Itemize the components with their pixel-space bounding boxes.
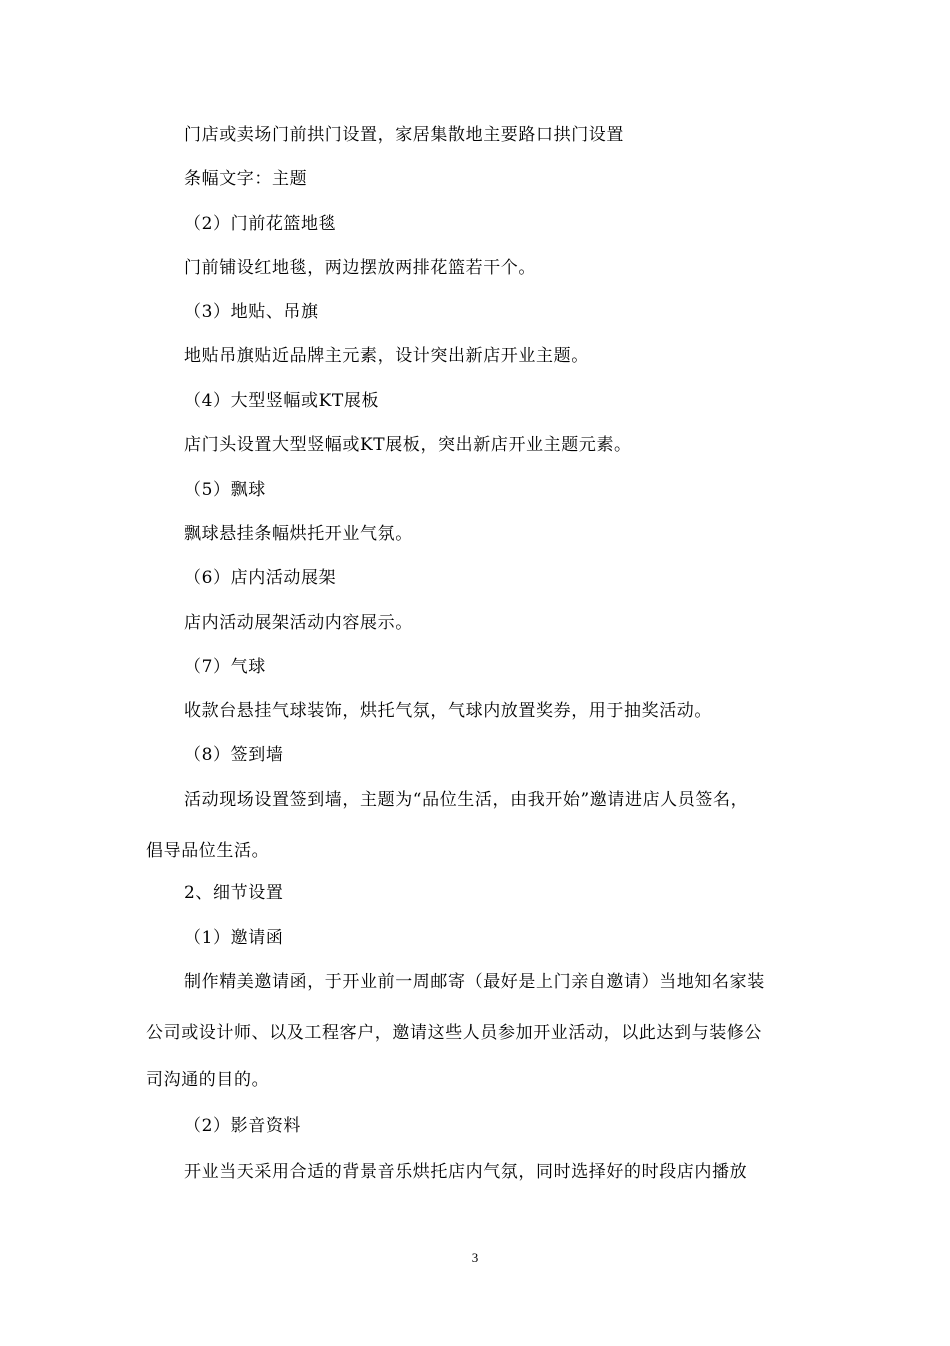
text-line: 倡导品位生活。 — [146, 841, 270, 861]
text-line: （5）飘球 — [184, 480, 266, 500]
text-line: 制作精美邀请函，于开业前一周邮寄（最好是上门亲自邀请）当地知名家装 — [184, 972, 765, 992]
page-number: 3 — [471, 1250, 479, 1265]
text-line: 公司或设计师、以及工程客户，邀请这些人员参加开业活动，以此达到与装修公 — [146, 1023, 762, 1043]
text-line: （2）影音资料 — [184, 1116, 302, 1136]
text-line: （8）签到墙 — [184, 745, 284, 765]
text-line: 飘球悬挂条幅烘托开业气氛。 — [184, 524, 413, 544]
text-line: 地贴吊旗贴近品牌主元素，设计突出新店开业主题。 — [184, 346, 589, 366]
text-line: 门店或卖场门前拱门设置，家居集散地主要路口拱门设置 — [184, 125, 624, 145]
text-line: 店门头设置大型竖幅或KT展板，突出新店开业主题元素。 — [184, 435, 632, 455]
text-line: （6）店内活动展架 — [184, 568, 337, 588]
text-line: 活动现场设置签到墙，主题为“品位生活，由我开始”邀请进店人员签名， — [184, 790, 749, 810]
text-line: 门前铺设红地毯，两边摆放两排花篮若干个。 — [184, 258, 536, 278]
text-line: （4）大型竖幅或KT展板 — [184, 391, 380, 411]
text-line: 司沟通的目的。 — [146, 1070, 270, 1090]
text-line: 条幅文字：主题 — [184, 169, 308, 189]
section-heading: 2、细节设置 — [184, 883, 284, 903]
text-line: 开业当天采用合适的背景音乐烘托店内气氛，同时选择好的时段店内播放 — [184, 1162, 748, 1182]
text-line: （7）气球 — [184, 657, 266, 677]
text-line: （2）门前花篮地毯 — [184, 214, 337, 234]
text-line: 收款台悬挂气球装饰，烘托气氛，气球内放置奖券，用于抽奖活动。 — [184, 701, 712, 721]
text-line: （3）地贴、吊旗 — [184, 302, 319, 322]
text-line: 店内活动展架活动内容展示。 — [184, 613, 413, 633]
text-line: （1）邀请函 — [184, 928, 284, 948]
